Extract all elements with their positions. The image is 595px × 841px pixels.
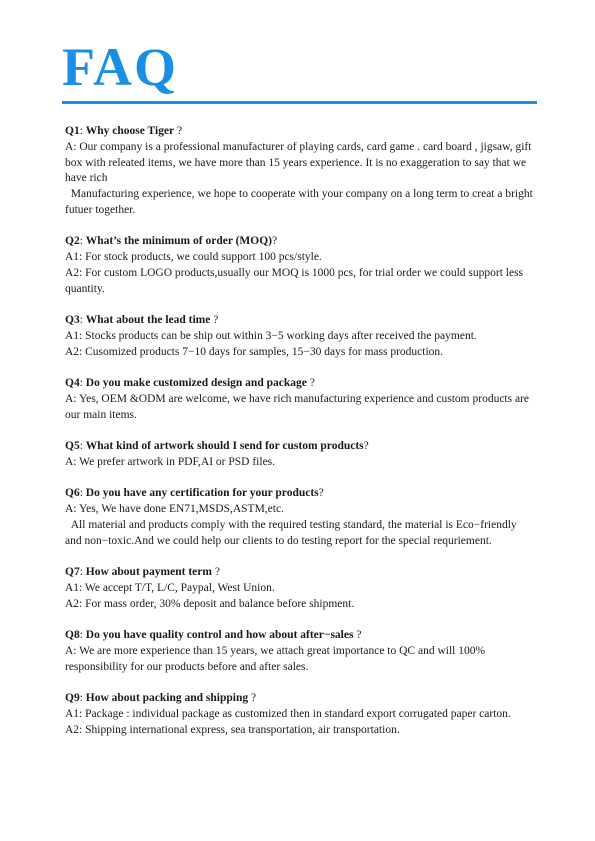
question-text: How about packing and shipping xyxy=(85,692,249,705)
question-tail: ? xyxy=(211,566,220,579)
answer-line: A1: We accept T/T, L/C, Paypal, West Union. xyxy=(65,581,275,594)
question-tail: ? xyxy=(210,314,219,327)
question-number: Q4 xyxy=(65,377,80,390)
question-text: Why choose Tiger xyxy=(85,125,175,137)
answer-line: A1: Package : individual package as customized then in standard export corrugated paper carton. xyxy=(65,707,511,720)
question-tail: ? xyxy=(306,377,315,390)
question-separator: : xyxy=(79,487,86,500)
answer-line: A1: Stocks products can be ship out within 3−5 working days after received the payment. xyxy=(65,329,477,342)
question-tail: ? xyxy=(174,125,183,137)
question-separator: : xyxy=(79,314,86,327)
page-title: FAQ xyxy=(62,37,178,97)
answer-line: A2: Shipping international express, sea transportation, air transportation. xyxy=(65,723,400,736)
question-text: Do you have quality control and how about after−sales xyxy=(85,629,354,642)
question-tail: ? xyxy=(272,235,278,248)
faq-item xyxy=(65,439,535,471)
answer-line: A1: For stock products, we could support 100 pcs/style. xyxy=(65,251,322,264)
faq-question xyxy=(65,234,535,250)
faq-question xyxy=(65,376,535,392)
question-tail: ? xyxy=(353,629,362,642)
question-text: Do you make customized design and package xyxy=(85,377,307,390)
faq-question xyxy=(65,628,535,644)
faq-item xyxy=(65,313,535,360)
question-text: What about the lead time xyxy=(85,314,211,327)
faq-item xyxy=(65,234,535,297)
faq-item xyxy=(65,124,535,219)
answer-line: A: We prefer artwork in PDF,AI or PSD files. xyxy=(65,455,276,468)
faq-question xyxy=(65,565,535,581)
question-number: Q1 xyxy=(65,125,80,137)
question-number: Q2 xyxy=(65,235,80,248)
question-text: What’s the minimum of order (MOQ) xyxy=(85,235,272,248)
faq-item xyxy=(65,486,535,549)
title-underline xyxy=(62,101,537,104)
question-tail: ? xyxy=(363,440,369,453)
question-text: What kind of artwork should I send for custom products xyxy=(85,440,364,453)
question-number: Q7 xyxy=(65,566,80,579)
question-separator: : xyxy=(79,440,86,453)
faq-item xyxy=(65,565,535,612)
answer-line: A: Yes, OEM &ODM are welcome, we have rich manufacturing experience and custom products are our main items. xyxy=(65,392,530,421)
question-separator: : xyxy=(79,692,86,705)
question-separator: : xyxy=(79,566,86,579)
faq-item xyxy=(65,628,535,675)
answer-line: All material and products comply with the required testing standard, the material is Eco−friendly and non−toxic.And we could help our clients to do testing report for the special requriement. xyxy=(65,518,517,547)
faq-question xyxy=(65,691,535,707)
faq-question xyxy=(65,439,535,455)
question-separator: : xyxy=(79,235,86,248)
faq-item xyxy=(65,691,535,738)
question-separator: : xyxy=(79,125,86,137)
faq-list xyxy=(65,124,535,754)
question-tail: ? xyxy=(248,692,257,705)
answer-line: Manufacturing experience, we hope to cooperate with your company on a long term to creat a bright futuer together. xyxy=(65,188,533,216)
question-text: Do you have any certification for your products xyxy=(85,487,319,500)
faq-question xyxy=(65,124,535,140)
answer-line: A2: For mass order, 30% deposit and balance before shipment. xyxy=(65,597,355,610)
answer-line: A: Our company is a professional manufacturer of playing cards, card game . card board , jigsaw, gift box with releated items, we have more than 15 years experience. It is no exaggeration to say that we have rich xyxy=(65,140,532,185)
question-number: Q5 xyxy=(65,440,80,453)
question-number: Q6 xyxy=(65,487,80,500)
question-number: Q8 xyxy=(65,629,80,642)
faq-question xyxy=(65,313,535,329)
answer-line: A2: Cusomized products 7−10 days for samples, 15−30 days for mass production. xyxy=(65,345,444,358)
answer-line: A2: For custom LOGO products,usually our MOQ is 1000 pcs, for trial order we could support less quantity. xyxy=(65,266,524,295)
question-number: Q9 xyxy=(65,692,80,705)
faq-question xyxy=(65,486,535,502)
question-tail: ? xyxy=(318,487,324,500)
question-text: How about payment term xyxy=(85,566,212,579)
question-separator: : xyxy=(79,377,86,390)
answer-line: A: We are more experience than 15 years, we attach great importance to QC and will 100% responsibility for our products before and after sales. xyxy=(65,644,486,673)
question-number: Q3 xyxy=(65,314,80,327)
question-separator: : xyxy=(79,629,86,642)
answer-line: A: Yes, We have done EN71,MSDS,ASTM,etc. xyxy=(65,503,284,516)
faq-item xyxy=(65,376,535,423)
